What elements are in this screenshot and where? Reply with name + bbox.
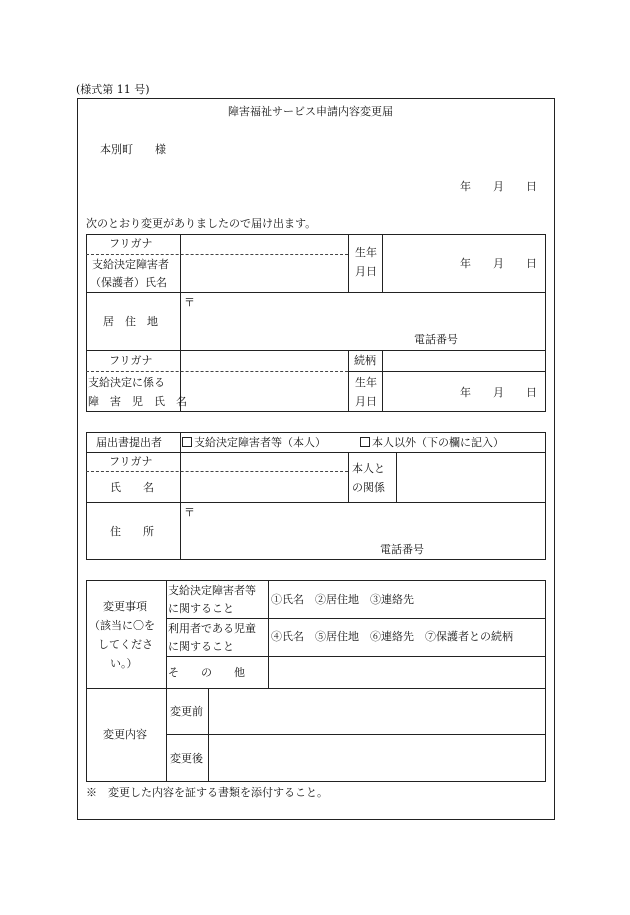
form-title: 障害福祉サービス申請内容変更届 <box>228 105 393 118</box>
recipient-name-label: 支給決定障害者 <box>92 258 169 271</box>
category-recipient-label-2: に関すること <box>168 602 234 615</box>
relation-to-person-label: 本人と <box>352 462 385 475</box>
relation-to-person-field[interactable] <box>398 454 544 500</box>
submitter-phone-label: 電話番号 <box>380 543 424 556</box>
category-child-label: 利用者である児童 <box>168 622 256 635</box>
option-other-label: 本人以外（下の欄に記入） <box>372 436 504 449</box>
change-item-label-3: してくださ <box>98 638 153 651</box>
child-name-label-2: 障 害 児 氏 名 <box>88 395 187 408</box>
submitter-address-label: 住 所 <box>110 525 154 538</box>
category-other-field[interactable] <box>270 658 544 686</box>
category-child-options[interactable]: ④氏名 ⑤居住地 ⑥連絡先 ⑦保護者との続柄 <box>271 630 513 643</box>
intro-text: 次のとおり変更がありましたので届け出ます。 <box>86 217 317 230</box>
before-field[interactable] <box>210 690 544 732</box>
submission-date: 年 月 日 <box>460 180 537 193</box>
phone-label: 電話番号 <box>414 333 458 346</box>
birth-label: 生年 <box>355 246 377 259</box>
checkbox-icon[interactable] <box>360 437 370 447</box>
residence-label: 居 住 地 <box>103 315 158 328</box>
addressee: 本別町 様 <box>100 143 166 156</box>
category-other-label: そ の 他 <box>168 666 245 679</box>
birth-label-2: 月日 <box>355 265 377 278</box>
option-self[interactable] <box>182 437 326 448</box>
birth-label-child-2: 月日 <box>355 395 377 408</box>
form-number: (様式第 11 号) <box>76 83 150 96</box>
postal-mark-2: 〒 <box>184 506 195 519</box>
birth-label-child: 生年 <box>355 376 377 389</box>
child-name-label: 支給決定に係る <box>88 376 165 389</box>
relation-label: 続柄 <box>354 354 376 367</box>
category-child-label-2: に関すること <box>168 640 234 653</box>
checkbox-icon[interactable] <box>182 437 192 447</box>
category-recipient-label: 支給決定障害者等 <box>168 584 256 597</box>
submitter-furigana-label: フリガナ <box>109 455 153 468</box>
option-self-label: 支給決定障害者等（本人） <box>194 436 326 449</box>
submitter-address-field[interactable] <box>196 506 544 538</box>
submitter-name-field[interactable] <box>182 454 346 500</box>
before-label: 変更前 <box>170 705 203 718</box>
furigana-label-child: フリガナ <box>109 354 153 367</box>
furigana-label: フリガナ <box>109 237 153 250</box>
postal-mark: 〒 <box>184 296 195 309</box>
recipient-name-label-2: （保護者）氏名 <box>90 276 167 289</box>
change-item-label-2: （該当に〇を <box>89 619 155 632</box>
after-label: 変更後 <box>170 752 203 765</box>
child-birth-date-field[interactable]: 年 月 日 <box>460 386 537 399</box>
option-other[interactable] <box>360 437 504 448</box>
category-recipient-options[interactable]: ①氏名 ②居住地 ③連絡先 <box>271 593 414 606</box>
change-item-label: 変更事項 <box>103 600 147 613</box>
change-item-label-4: い。） <box>110 657 138 670</box>
residence-field[interactable] <box>196 296 544 326</box>
relation-to-person-label-2: の関係 <box>352 481 385 494</box>
recipient-name-field[interactable] <box>182 236 346 290</box>
change-content-label: 変更内容 <box>103 728 147 741</box>
submitter-label: 届出書提出者 <box>96 436 162 449</box>
birth-date-field[interactable]: 年 月 日 <box>460 257 537 270</box>
submitter-name-label: 氏 名 <box>110 481 154 494</box>
child-name-field[interactable] <box>182 352 346 410</box>
attachment-note: ※ 変更した内容を証する書類を添付すること。 <box>86 786 328 799</box>
after-field[interactable] <box>210 736 544 780</box>
